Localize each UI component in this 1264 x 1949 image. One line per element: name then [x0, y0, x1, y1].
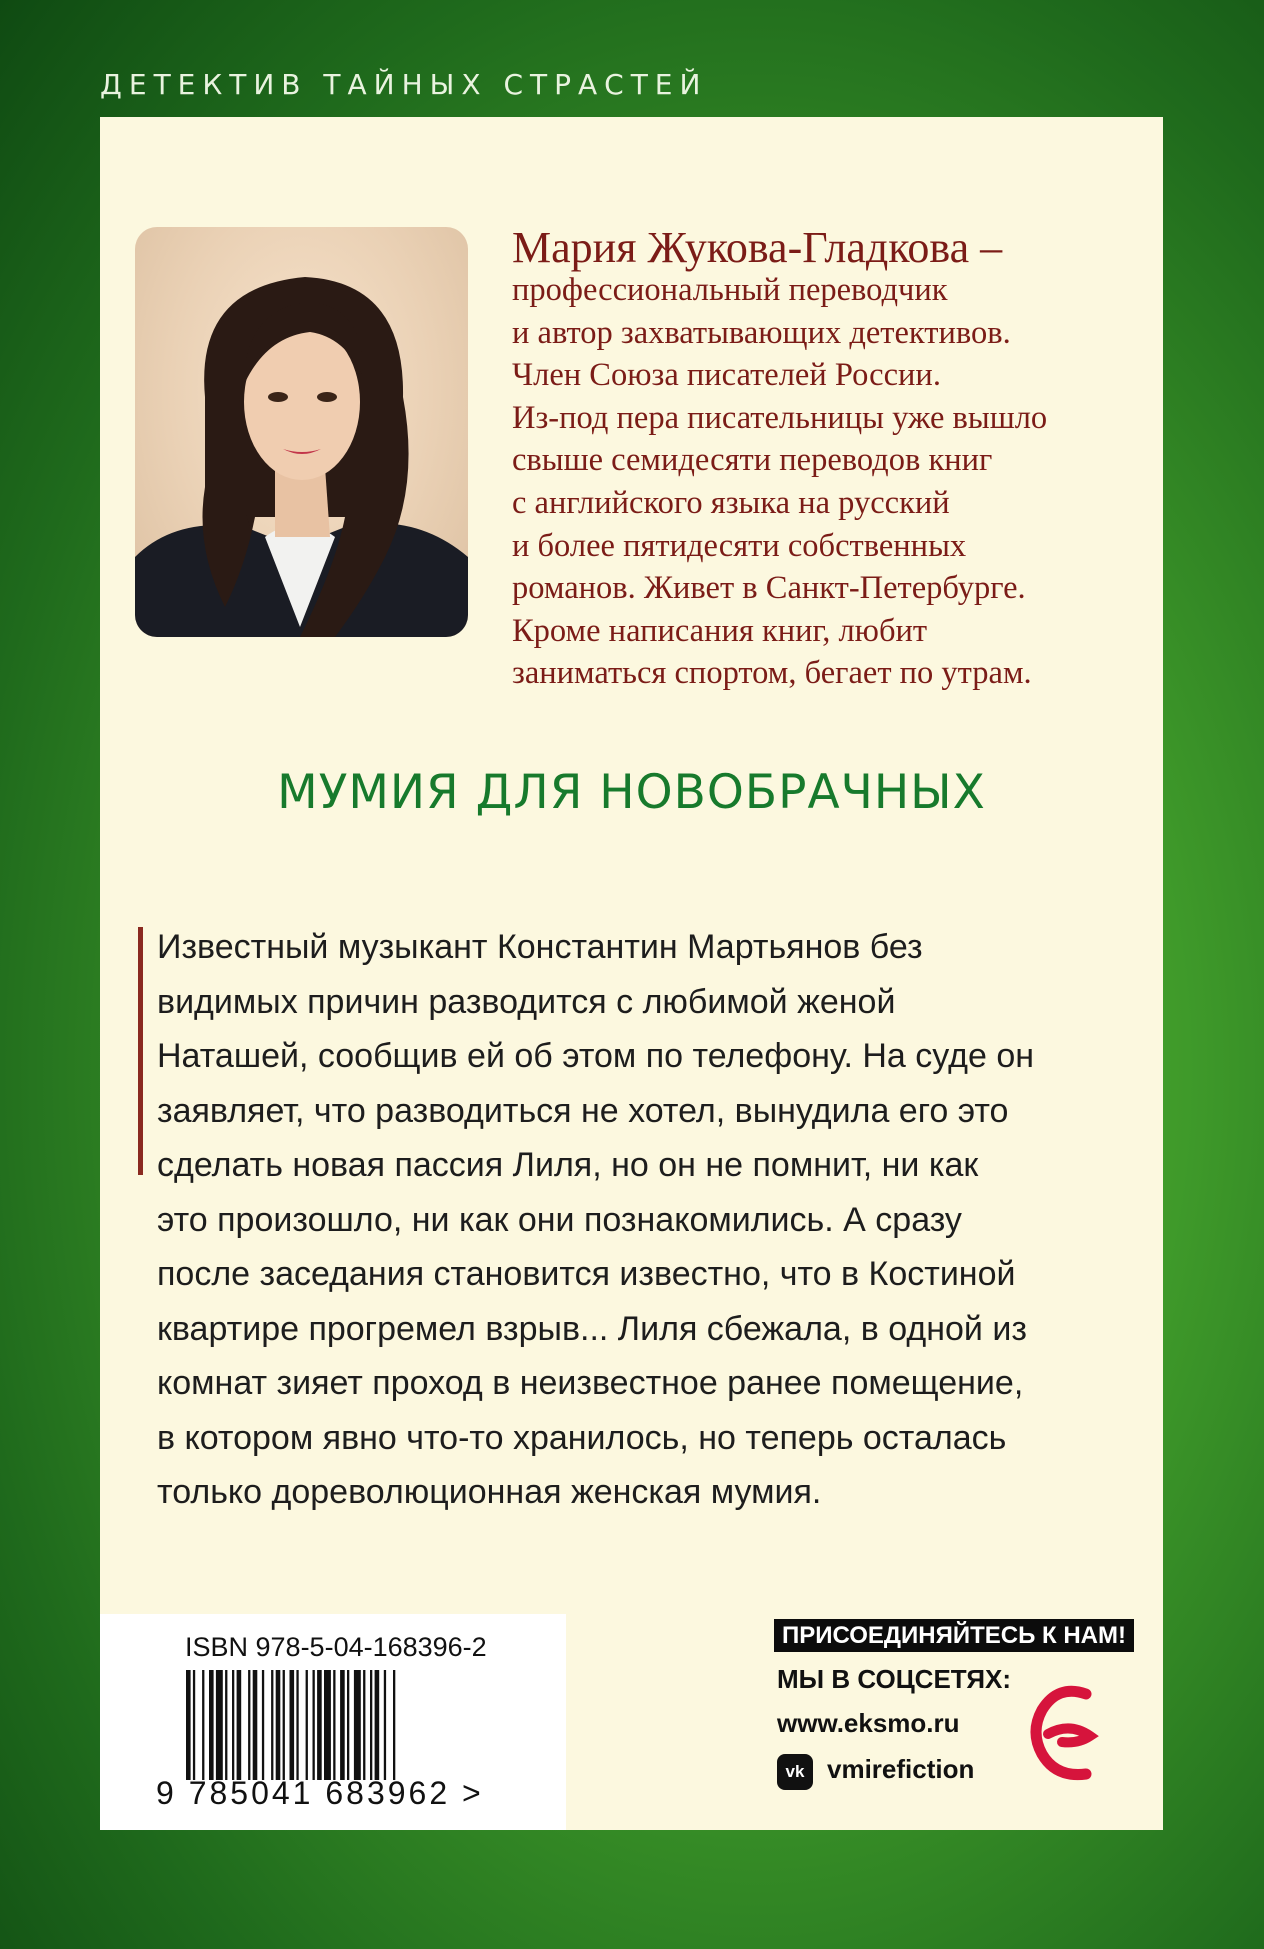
author-bio [512, 269, 1152, 695]
barcode-bar [347, 1670, 349, 1780]
barcode-bar [393, 1670, 395, 1780]
barcode-bar [317, 1670, 322, 1780]
barcode-bar [232, 1670, 234, 1780]
barcode-bar [225, 1670, 227, 1780]
barcode-bar [186, 1670, 191, 1780]
quote-bar [138, 927, 143, 1175]
isbn-label: ISBN 978-5-04-168396-2 [185, 1632, 487, 1662]
barcode-bar [216, 1670, 223, 1780]
barcode-bar [271, 1670, 273, 1780]
author-bio-line: свыше семидесяти переводов книг [512, 442, 993, 479]
synopsis-line: это произошло, ни как они познакомились. А сразу [157, 1200, 962, 1239]
barcode-bar [324, 1670, 331, 1780]
barcode-bar [363, 1670, 365, 1780]
synopsis-line: после заседания становится известно, что в Костиной [157, 1255, 1016, 1293]
eksmo-logo-icon [1028, 1682, 1102, 1786]
book-title: МУМИЯ ДЛЯ НОВОБРАЧНЫХ [277, 765, 986, 820]
barcode-bar [375, 1670, 380, 1780]
synopsis-line: квартире прогремел взрыв... Лиля сбежала, в одной из [157, 1309, 1027, 1348]
synopsis-line: видимых причин разводится с любимой женой [157, 982, 896, 1021]
vk-link[interactable]: vmirefiction [827, 1754, 975, 1784]
author-photo [135, 227, 468, 637]
barcode-bar [290, 1670, 295, 1780]
barcode-bar [237, 1670, 242, 1780]
synopsis-line: комнат зияет проход в неизвестное ранее помещение, [157, 1364, 1024, 1402]
barcode-bar [354, 1670, 361, 1780]
barcode-bar [283, 1670, 285, 1780]
synopsis-line: в котором явно что-то хранилось, но теперь осталась [157, 1418, 1007, 1457]
join-banner: ПРИСОЕДИНЯЙТЕСЬ К НАМ! [774, 1619, 1134, 1652]
barcode-bar [193, 1670, 195, 1780]
barcode-bar [384, 1670, 386, 1780]
author-bio-line: Из-под пера писательницы уже вышло [512, 399, 1048, 436]
cover-panel [100, 117, 1163, 1830]
barcode-bar [340, 1670, 345, 1780]
barcode-bar [262, 1670, 264, 1780]
author-bio-line: Кроме написания книг, любит [512, 612, 928, 649]
author-bio-line: с английского языка на русский [512, 484, 950, 521]
author-bio-line: и автор захватывающих детективов. [512, 314, 1011, 351]
barcode-bar [209, 1670, 214, 1780]
synopsis-line: Наташей, сообщив ей об этом по телефону. На суде он [157, 1037, 1035, 1075]
barcode-bar [253, 1670, 258, 1780]
synopsis-line: сделать новая пассия Лиля, но он не помнит, ни как [157, 1146, 979, 1184]
barcode-bar [296, 1670, 298, 1780]
vk-icon: vk [777, 1754, 813, 1790]
barcode-bar [313, 1670, 315, 1780]
barcode-bar [306, 1670, 308, 1780]
author-bio-line: и более пятидесяти собственных [512, 527, 967, 564]
social-label: МЫ В СОЦСЕТЯХ: [777, 1664, 1012, 1694]
author-name: Мария Жукова-Гладкова – [512, 223, 1003, 272]
author-bio-line: Член Союза писателей России. [512, 357, 941, 394]
barcode-bar [248, 1670, 250, 1780]
synopsis [157, 920, 1137, 1520]
synopsis-line: заявляет, что разводиться не хотел, вынудила его это [157, 1091, 1009, 1130]
author-bio-line: заниматься спортом, бегает по утрам. [512, 655, 1032, 692]
site-link[interactable]: www.eksmo.ru [777, 1708, 960, 1738]
series-title: ДЕТЕКТИВ ТАЙНЫХ СТРАСТЕЙ [100, 68, 708, 101]
author-bio-line: профессиональный переводчик [512, 272, 948, 308]
synopsis-line: только дореволюционная женская мумия. [157, 1473, 822, 1511]
barcode-bar [202, 1670, 204, 1780]
barcode-bar [333, 1670, 335, 1780]
author-bio-line: романов. Живет в Санкт-Петербурге. [512, 570, 1026, 607]
barcode-bar [276, 1670, 281, 1780]
barcode [186, 1670, 486, 1790]
synopsis-line: Известный музыкант Константин Мартьянов без [157, 928, 923, 966]
barcode-digits: 9 785041 683962 > [156, 1775, 484, 1811]
barcode-bar [370, 1670, 372, 1780]
